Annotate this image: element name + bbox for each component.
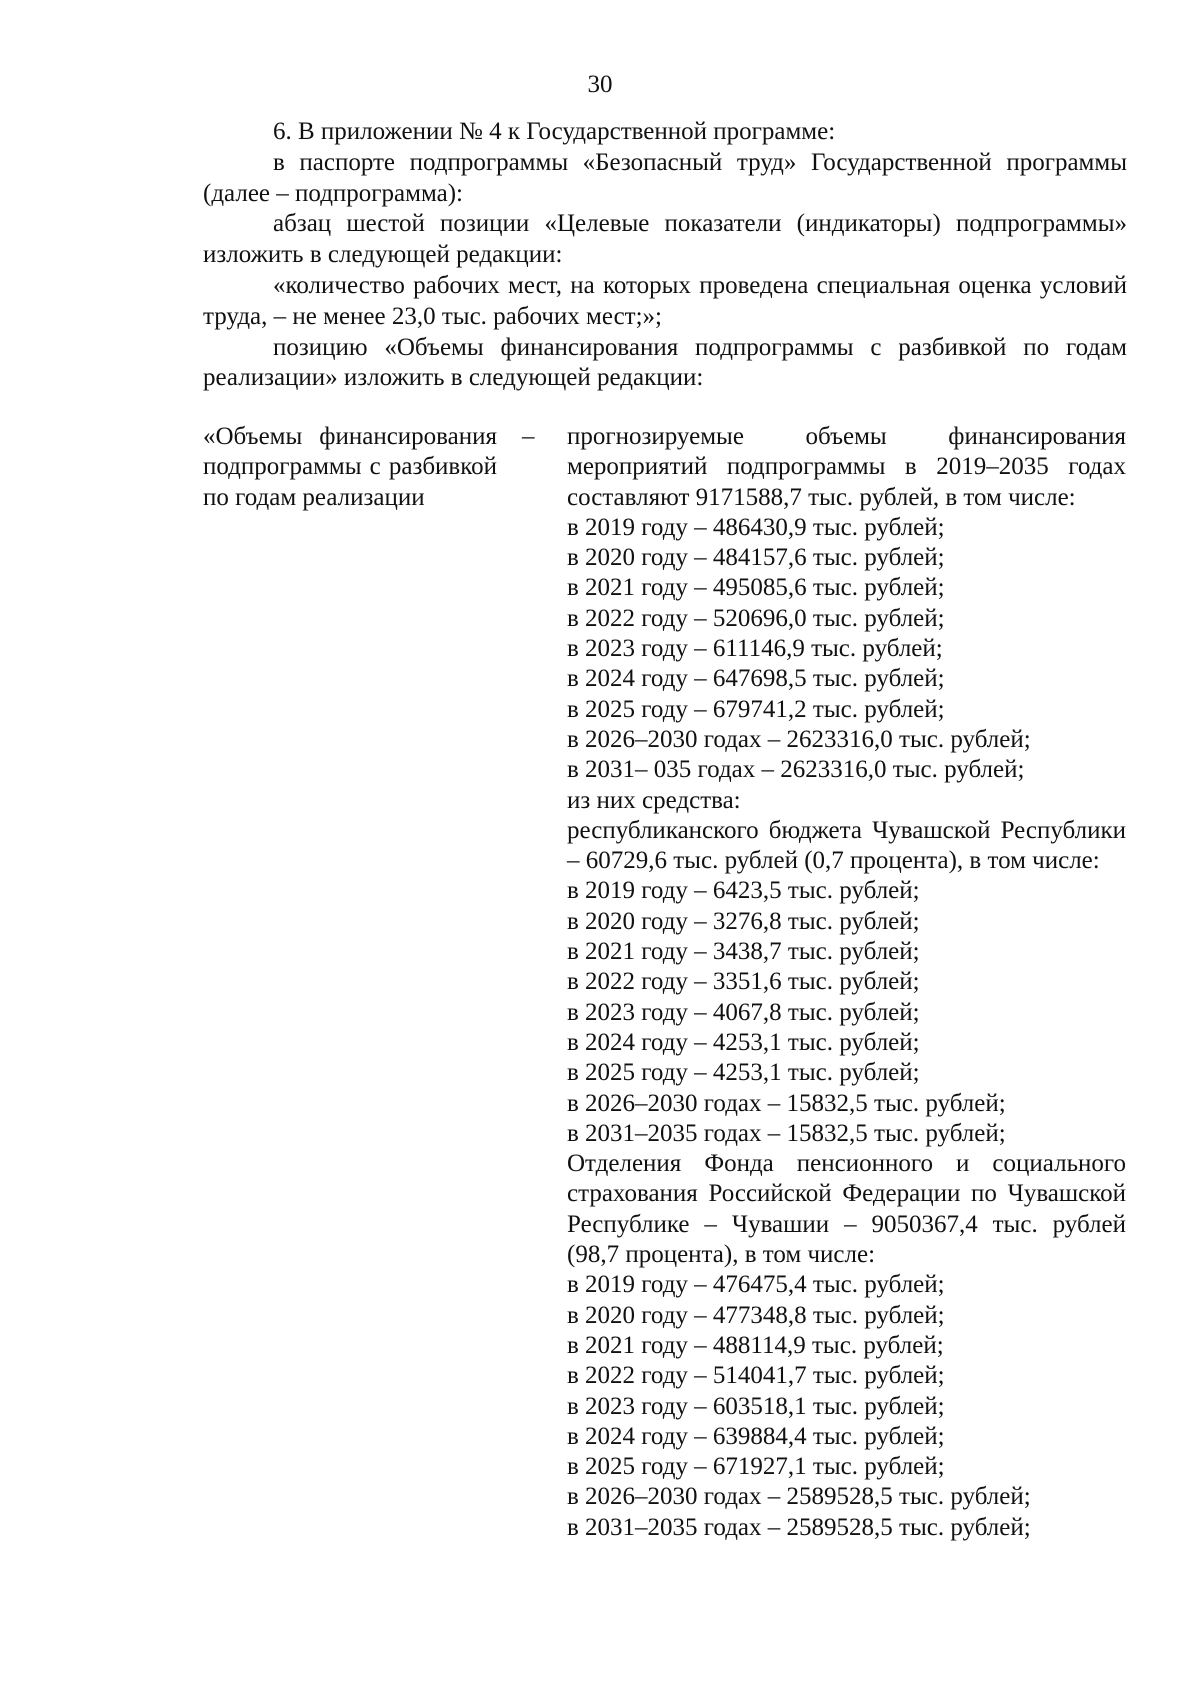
funding-line: в 2022 году – 520696,0 тыс. рублей;	[567, 604, 945, 632]
funding-line: в 2026–2030 годах – 2623316,0 тыс. рублей;	[567, 725, 1031, 753]
intro-paragraph: 6. В приложении № 4 к Государственной программе:	[273, 118, 836, 145]
funding-line: в 2031– 035 годах – 2623316,0 тыс. рублей;	[567, 756, 1025, 784]
funding-line: в 2019 году – 476475,4 тыс. рублей;	[567, 1271, 945, 1299]
funding-line: в 2031–2035 годах – 15832,5 тыс. рублей;	[567, 1119, 1006, 1147]
funding-line: в 2025 году – 679741,2 тыс. рублей;	[567, 695, 945, 723]
funding-line: в 2024 году – 4253,1 тыс. рублей;	[567, 1028, 920, 1056]
funding-line: в 2023 году – 611146,9 тыс. рублей;	[567, 635, 943, 663]
intro-section	[203, 117, 1127, 394]
funding-line: республиканского бюджета Чувашской Республики – 60729,6 тыс. рублей (0,7 процента), в том числе:	[567, 816, 1126, 875]
funding-line: Отделения Фонда пенсионного и социального страхования Российской Федерации по Чувашской Республике – Чувашии – 9050367,4 тыс. рублей (98,7 процента), в том числе:	[567, 1150, 1126, 1269]
funding-line: в 2025 году – 671927,1 тыс. рублей;	[567, 1453, 945, 1481]
intro-paragraph: абзац шестой позиции «Целевые показатели (индикаторы) подпрограммы» изложить в следующей редакции:	[203, 210, 1127, 269]
intro-paragraph: в паспорте подпрограммы «Безопасный труд» Государственной программы (далее – подпрограмма):	[203, 148, 1127, 207]
page-number: 30	[587, 71, 613, 98]
funding-line: в 2019 году – 486430,9 тыс. рублей;	[567, 513, 945, 541]
funding-line: в 2026–2030 годах – 15832,5 тыс. рублей;	[567, 1089, 1006, 1117]
position-label: «Объемы финансирования подпрограммы с разбивкой по годам реализации	[203, 423, 497, 511]
funding-line: в 2021 году – 488114,9 тыс. рублей;	[567, 1331, 944, 1359]
funding-line: в 2024 году – 639884,4 тыс. рублей;	[567, 1422, 945, 1450]
intro-paragraph: позицию «Объемы финансирования подпрограммы с разбивкой по годам реализации» изложить в следующей редакции:	[203, 333, 1127, 392]
funding-line: в 2019 году – 6423,5 тыс. рублей;	[567, 877, 920, 905]
position-content	[567, 422, 1126, 1543]
funding-line: в 2021 году – 495085,6 тыс. рублей;	[567, 574, 945, 602]
funding-line: в 2020 году – 477348,8 тыс. рублей;	[567, 1301, 945, 1329]
funding-line: прогнозируемые объемы финансирования мероприятий подпрограммы в 2019–2035 годах составляют 9171588,7 тыс. рублей, в том числе:	[567, 423, 1126, 511]
funding-line: в 2021 году – 3438,7 тыс. рублей;	[567, 938, 920, 966]
funding-line: из них средства:	[567, 786, 741, 814]
funding-line: в 2020 году – 3276,8 тыс. рублей;	[567, 907, 920, 935]
intro-paragraph: «количество рабочих мест, на которых проведена специальная оценка условий труда, – не менее 23,0 тыс. рабочих мест;»;	[203, 271, 1127, 330]
funding-line: в 2026–2030 годах – 2589528,5 тыс. рублей;	[567, 1483, 1031, 1511]
funding-line: в 2024 году – 647698,5 тыс. рублей;	[567, 665, 945, 693]
funding-line: в 2022 году – 3351,6 тыс. рублей;	[567, 968, 920, 996]
position-dash: –	[522, 423, 535, 450]
funding-line: в 2020 году – 484157,6 тыс. рублей;	[567, 544, 945, 572]
funding-line: в 2022 году – 514041,7 тыс. рублей;	[567, 1362, 945, 1390]
funding-line: в 2023 году – 603518,1 тыс. рублей;	[567, 1392, 945, 1420]
funding-line: в 2025 году – 4253,1 тыс. рублей;	[567, 1059, 920, 1087]
funding-line: в 2023 году – 4067,8 тыс. рублей;	[567, 998, 920, 1026]
funding-line: в 2031–2035 годах – 2589528,5 тыс. рублей;	[567, 1513, 1031, 1541]
